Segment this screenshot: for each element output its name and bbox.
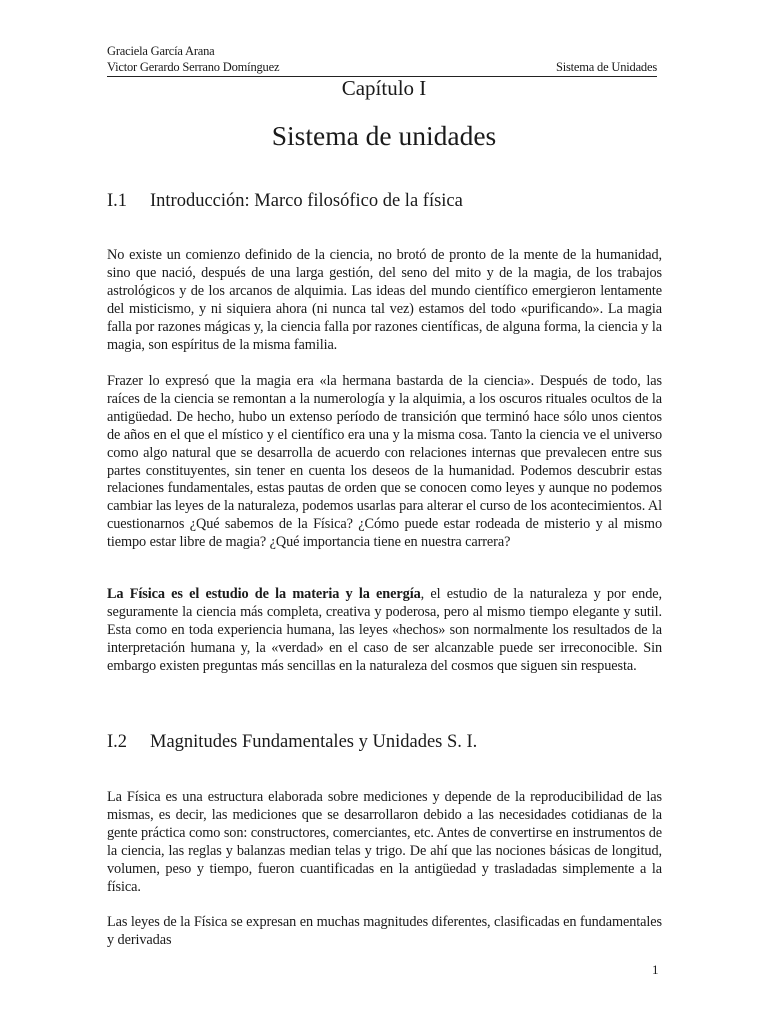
paragraph-3 (107, 586, 662, 676)
section-number: I.2 (107, 732, 128, 752)
header-line (107, 60, 657, 77)
paragraph-3-bold: La Física es el estudio de la materia y la energía (107, 586, 421, 602)
section-heading-2 (107, 732, 477, 753)
chapter-heading: Capítulo I (341, 76, 427, 100)
document-title: Sistema de unidades (271, 120, 497, 151)
section-heading-1 (107, 191, 463, 212)
paragraph-2: Frazer lo expresó que la magia era «la hermana bastarda de la ciencia». Después de todo, las raíces de la ciencia se remontan a la numerología y la alquimia, a los oscuros rituales ocultos de la antigüedad. De hecho, hubo un extenso período de transición que terminó hace sólo unos cientos de años en el que el místico y el científico era una y la misma cosa. Tanto la ciencia ve el universo como algo natural que se desarrolla de acuerdo con relaciones internas que prevalecen entre sus partes constituyentes, sin tener en cuenta los deseos de la humanidad. Podemos descubrir estas relaciones fundamentales, estas pautas de orden que se conocen como leyes y aunque no podemos cambiar las leyes de la naturaleza, podemos usarlas para alterar el curso de los acontecimientos. Al cuestionarnos ¿Qué sabemos de la Física? ¿Cómo puede estar rodeada de misterio y al mismo tiempo estar libre de magia? ¿Qué importancia tiene en nuestra carrera? (107, 373, 662, 551)
paragraph-4: La Física es una estructura elaborada sobre mediciones y depende de la reproducibilidad de las mismas, es decir, las mediciones que se desarrollaron debido a las necesidades cotidianas de la gente práctica como son: constructores, comerciantes, etc. Antes de convertirse en instrumentos de la ciencia, las reglas y balanzas median telas y trigo. De ahí que las nociones básicas de longitud, volumen, peso y tiempo, fueron cuantificadas en la antigüedad y trasladadas simplemente a la física. (107, 789, 662, 895)
section-number: I.1 (107, 191, 128, 211)
page-number: 1 (652, 962, 659, 977)
header-author-1: Graciela García Arana (107, 44, 215, 58)
header-author-2: Victor Gerardo Serrano Domínguez (107, 60, 280, 74)
paragraph-5: Las leyes de la Física se expresan en muchas magnitudes diferentes, clasificadas en fundamentales y derivadas (107, 914, 662, 948)
header-running-title: Sistema de Unidades (555, 60, 657, 74)
section-title: Magnitudes Fundamentales y Unidades S. I. (150, 732, 478, 752)
paragraph-1: No existe un comienzo definido de la ciencia, no brotó de pronto de la mente de la humanidad, sino que nació, después de una larga gestión, del seno del mito y de la magia, de los trabajos astrológicos y de los arcanos de alquimia. Las ideas del mundo científico emergieron lentamente del misticismo, y ni siquiera ahora (ni nunca tal vez) estamos del todo «purificando». La magia falla por razones mágicas y, la ciencia falla por razones científicas, de alguna forma, la ciencia y la magia, son espíritus de la misma familia. (107, 247, 662, 353)
paragraph-3-rest: , el estudio de la naturaleza y por ende, seguramente la ciencia más completa, creativa y poderosa, pero al mismo tiempo elegante y sutil. Esta como en toda experiencia humana, las leyes «hechos» son normalmente los resultados de la interpretación humana y, la «verdad» en el caso de ser alcanzable puede ser irreconocible. Sin embargo existen preguntas más sencillas en la naturaleza del cosmos que siguen sin respuesta. (107, 586, 662, 674)
section-title: Introducción: Marco filosófico de la física (150, 191, 463, 211)
